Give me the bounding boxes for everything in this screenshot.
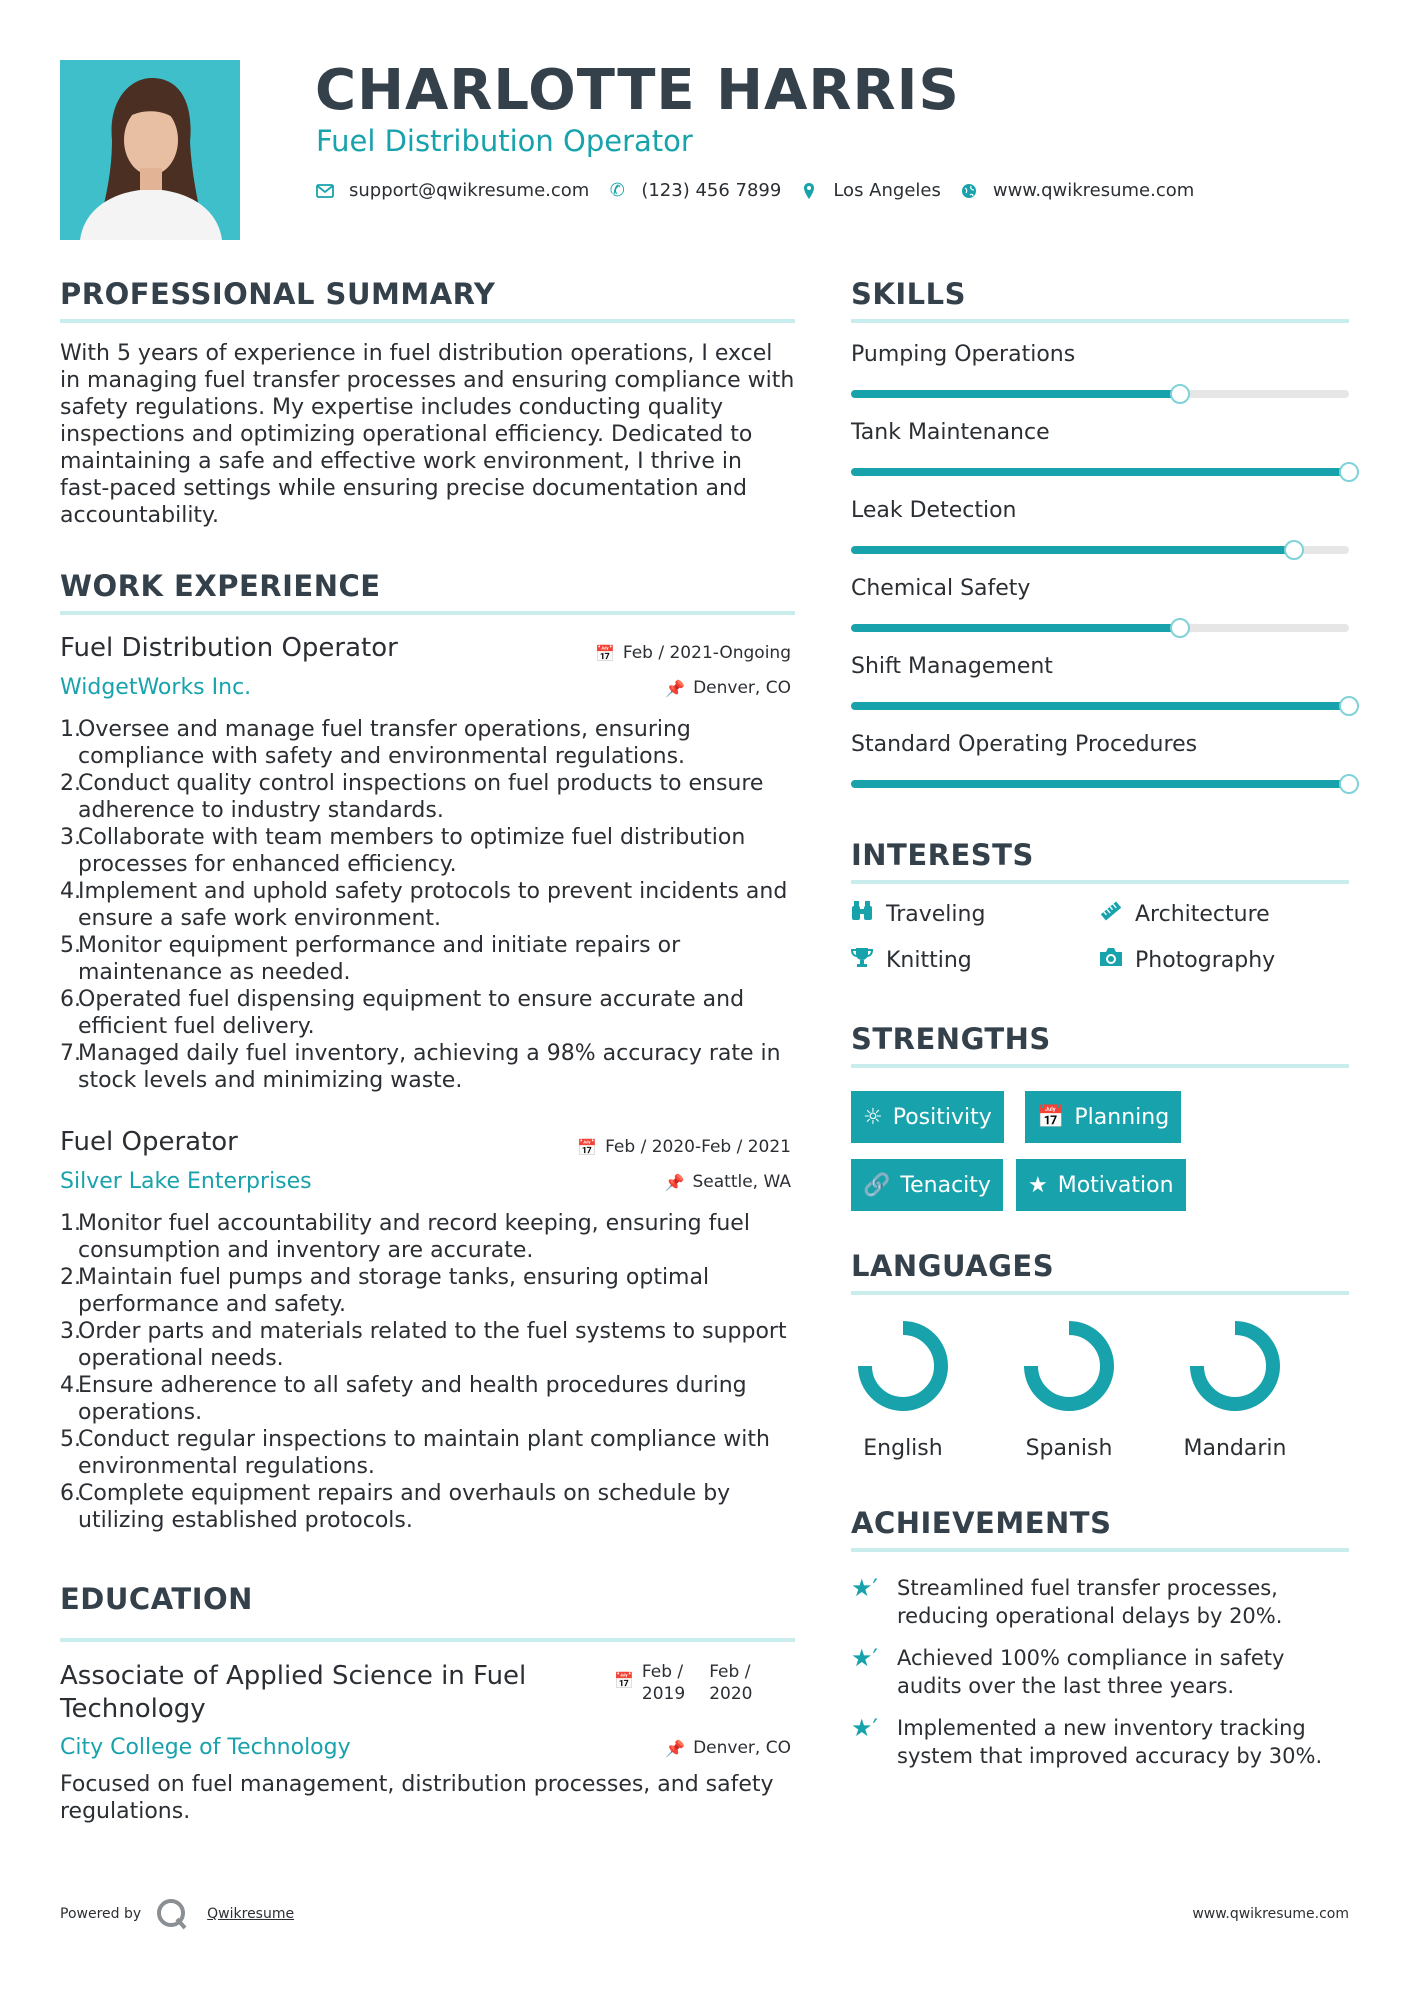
skill-bar-fill [851, 624, 1180, 632]
job-dates-text: Feb / 2020-Feb / 2021 [605, 1137, 791, 1157]
skill-bar [851, 546, 1349, 554]
skill-bar [851, 780, 1349, 788]
interests-heading: INTERESTS [851, 838, 1034, 872]
achievements-heading: ACHIEVEMENTS [851, 1506, 1112, 1540]
powered-by-text: Powered by [60, 1906, 142, 1922]
job-dates-text: Feb / 2021-Ongoing [622, 643, 791, 663]
list-item: 3. Order parts and materials related to the fuel systems to support operational needs. [60, 1319, 787, 1371]
education-heading: EDUCATION [60, 1582, 253, 1616]
strength-chip: 📅 Planning [1025, 1091, 1181, 1143]
job-location [665, 678, 791, 698]
language-item [1009, 1318, 1129, 1461]
email-text: support@qwikresume.com [349, 180, 590, 201]
achievement-item: ★′ Streamlined fuel transfer processes, reducing operational delays by 20%. [851, 1574, 1283, 1628]
education-start: Feb / 2019 [641, 1662, 686, 1704]
skill-bar-knob [1284, 540, 1304, 560]
skill-bar [851, 390, 1349, 398]
language-item [1175, 1318, 1295, 1461]
skill-bar-fill [851, 546, 1294, 554]
strengths-divider [851, 1064, 1349, 1068]
globe-icon [959, 183, 979, 199]
interest-item: Knitting [848, 946, 972, 974]
skill-bar [851, 702, 1349, 710]
contact-location [799, 180, 941, 201]
star-award-icon: ★′ [851, 1644, 878, 1672]
footer-website[interactable]: www.qwikresume.com [1192, 1906, 1349, 1922]
achievement-item: ★′ Achieved 100% compliance in safety audits over the last three years. [851, 1644, 1285, 1698]
list-item: 7. Managed daily fuel inventory, achieving a 98% accuracy rate in stock levels and minimizing waste. [60, 1041, 781, 1093]
pushpin-icon: 📌 [664, 1172, 685, 1192]
list-item: 4. Ensure adherence to all safety and health procedures during operations. [60, 1373, 747, 1425]
website-text: www.qwikresume.com [992, 180, 1195, 201]
portrait-image [60, 60, 240, 240]
skill-label: Chemical Safety [851, 576, 1031, 601]
list-item: 1. Monitor fuel accountability and record keeping, ensuring fuel consumption and inventory are accurate. [60, 1211, 750, 1263]
skill-bar-knob [1339, 696, 1359, 716]
job-company: WidgetWorks Inc. [60, 675, 252, 700]
language-gauge [855, 1318, 951, 1414]
pushpin-icon: 📌 [665, 1738, 686, 1758]
language-label: English [863, 1436, 943, 1461]
summary-text: With 5 years of experience in fuel distribution operations, I excel in managing fuel transfer processes and ensuring compliance with safety regulations. My expertise includes conducting quality inspections and optimizing operational efficiency. Dedicated to maintaining a safe and effective work environment, I thrive in fast-paced settings while ensuring precise documentation and accountability. [60, 341, 795, 528]
calendar-icon: 📅 [1037, 1104, 1065, 1130]
job-title: Fuel Operator [60, 1127, 238, 1157]
skill-bar-fill [851, 780, 1349, 788]
skill-label: Tank Maintenance [851, 420, 1050, 445]
languages-divider [851, 1291, 1349, 1295]
job-location-text: Seattle, WA [692, 1172, 791, 1192]
star-icon: ★ [1028, 1172, 1048, 1198]
pushpin-icon: 📌 [665, 678, 686, 698]
language-label: Mandarin [1183, 1436, 1287, 1461]
interest-item: Architecture [1097, 900, 1270, 928]
summary-divider [60, 319, 795, 323]
list-item: 4. Implement and uphold safety protocols to prevent incidents and ensure a safe work environment. [60, 879, 788, 931]
candidate-title: Fuel Distribution Operator [316, 124, 693, 158]
strength-chip: ☼ Positivity [851, 1091, 1004, 1143]
phone-text: (123) 456 7899 [641, 180, 782, 201]
experience-heading: WORK EXPERIENCE [60, 569, 381, 603]
ruler-icon [1097, 900, 1125, 928]
education-end: Feb / 2020 [709, 1662, 753, 1704]
skill-bar-fill [851, 390, 1180, 398]
school-name: City College of Technology [60, 1735, 351, 1760]
job-company: Silver Lake Enterprises [60, 1169, 312, 1194]
qwikresume-logo-icon [155, 1897, 189, 1931]
contact-phone[interactable] [607, 180, 781, 201]
language-gauge [1021, 1318, 1117, 1414]
language-label: Spanish [1025, 1436, 1113, 1461]
list-item: 5. Conduct regular inspections to maintain plant compliance with environmental regulations. [60, 1427, 770, 1479]
skill-bar-knob [1339, 774, 1359, 794]
profile-photo [60, 60, 240, 240]
language-gauge-arc [865, 1328, 941, 1404]
list-item: 2. Maintain fuel pumps and storage tanks, ensuring optimal performance and safety. [60, 1265, 710, 1317]
interest-item: Photography [1097, 946, 1275, 974]
list-item: 6. Complete equipment repairs and overhauls on schedule by utilizing established protocols. [60, 1481, 731, 1533]
job-dates [595, 643, 791, 663]
skill-bar-knob [1339, 462, 1359, 482]
star-award-icon: ★′ [851, 1574, 878, 1602]
star-award-icon: ★′ [851, 1714, 878, 1742]
camera-icon [1097, 946, 1125, 974]
job-location [665, 1172, 791, 1192]
education-location-text: Denver, CO [693, 1738, 791, 1758]
skills-heading: SKILLS [851, 277, 966, 311]
sun-icon: ☼ [863, 1104, 883, 1130]
candidate-name: CHARLOTTE HARRIS [315, 58, 960, 123]
education-location [665, 1738, 791, 1758]
education-divider [60, 1638, 795, 1642]
trophy-icon [848, 946, 876, 974]
skills-divider [851, 319, 1349, 323]
map-pin-icon [799, 182, 819, 200]
summary-heading: PROFESSIONAL SUMMARY [60, 277, 496, 311]
skill-bar [851, 468, 1349, 476]
language-gauge-arc [1197, 1328, 1273, 1404]
skill-bar-fill [851, 702, 1349, 710]
skill-bar-fill [851, 468, 1349, 476]
envelope-icon [315, 184, 335, 198]
strengths-heading: STRENGTHS [851, 1022, 1051, 1056]
job-title: Fuel Distribution Operator [60, 633, 398, 663]
skill-label: Standard Operating Procedures [851, 732, 1198, 757]
job-dates [577, 1137, 791, 1157]
language-gauge [1187, 1318, 1283, 1414]
contact-email[interactable] [315, 180, 589, 201]
language-item [843, 1318, 963, 1461]
binoculars-icon [848, 900, 876, 928]
calendar-icon: 📅 [594, 643, 615, 663]
link-icon: 🔗 [863, 1172, 891, 1198]
list-item: 2. Conduct quality control inspections on fuel products to ensure adherence to industry standards. [60, 771, 764, 823]
experience-divider [60, 611, 795, 615]
education-dates [614, 1661, 752, 1705]
list-item: 3. Collaborate with team members to optimize fuel distribution processes for enhanced efficiency. [60, 825, 746, 877]
skill-label: Leak Detection [851, 498, 1017, 523]
job-location-text: Denver, CO [693, 678, 791, 698]
job-bullet-list [60, 716, 795, 1094]
list-item: 6. Operated fuel dispensing equipment to ensure accurate and efficient fuel delivery. [60, 987, 745, 1039]
calendar-icon: 📅 [614, 1671, 634, 1690]
strength-chip: 🔗 Tenacity [851, 1159, 1003, 1211]
interest-item: Traveling [848, 900, 985, 928]
achievements-divider [851, 1548, 1349, 1552]
contact-bar [315, 180, 1212, 201]
achievement-item: ★′ Implemented a new inventory tracking system that improved accuracy by 30%. [851, 1714, 1323, 1768]
calendar-icon: 📅 [577, 1137, 598, 1157]
strength-chip: ★ Motivation [1016, 1159, 1186, 1211]
skill-bar-knob [1170, 384, 1190, 404]
interests-divider [851, 880, 1349, 884]
languages-heading: LANGUAGES [851, 1249, 1055, 1283]
language-gauge-arc [1031, 1328, 1107, 1404]
job-bullet-list [60, 1210, 795, 1534]
footer-branding [60, 1897, 294, 1931]
education-description: Focused on fuel management, distribution processes, and safety regulations. [60, 1772, 774, 1824]
location-text: Los Angeles [833, 180, 941, 201]
list-item: 5. Monitor equipment performance and initiate repairs or maintenance as needed. [60, 933, 681, 985]
contact-website[interactable] [959, 180, 1194, 201]
phone-icon: ✆ [609, 180, 625, 201]
skill-bar [851, 624, 1349, 632]
brand-link[interactable]: Qwikresume [207, 1906, 295, 1922]
list-item: 1. Oversee and manage fuel transfer operations, ensuring compliance with safety and environmental regulations. [60, 717, 691, 769]
skill-label: Shift Management [851, 654, 1053, 679]
skill-label: Pumping Operations [851, 342, 1076, 367]
degree-title: Associate of Applied Science in Fuel Technology [60, 1661, 527, 1724]
skill-bar-knob [1170, 618, 1190, 638]
